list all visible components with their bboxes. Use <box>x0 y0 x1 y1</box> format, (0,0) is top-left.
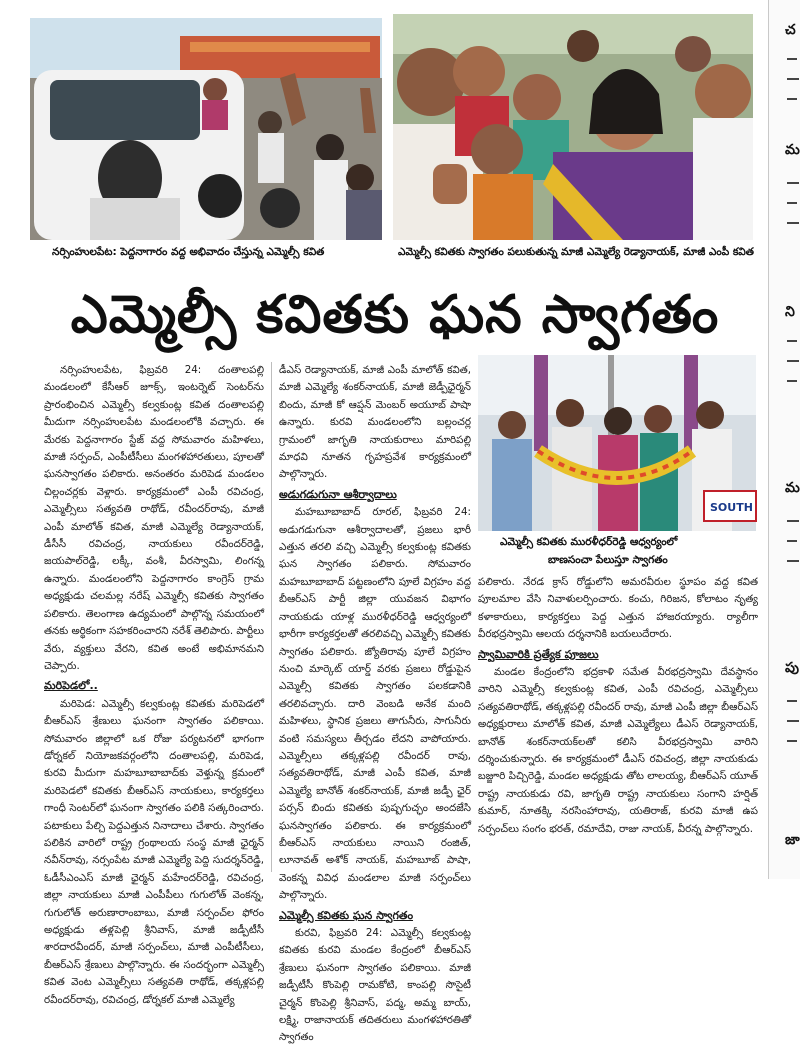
adjacent-heading-6: జా <box>785 832 800 848</box>
column-divider-1 <box>271 362 272 872</box>
photo-kavitha-welcomed-by-leaders <box>393 14 753 240</box>
photo-3-caption-line-2: బాణసంచా పేలుస్తూ స్వాగతం <box>548 554 668 566</box>
article-column-2 <box>279 362 471 1044</box>
adjacent-heading-5: పు <box>785 660 799 676</box>
col3-paragraph-2: మండల కేంద్రంలోని భద్రకాళి సమేత వీరభద్రస్వామి దేవస్థానం వారిని ఎమ్మెల్సీ కల్వకుంట్ల కవిత, ఎంపీ రవిచంద్ర, ఎమ్మెల్సీలు సత్యవతిరాథోడ్, తక్కళ్లపల్లి రవీందర్ రావు, మాజీ ఎంపీ జిల్లా బీఆర్ఎస్ అధ్యక్షురాలు మాలోత్ కవిత, మాజీ ఎమ్మెల్యేలు డీఎస్ రెడ్యానాయక్, బానోత్ శంకర్‌నాయక్‌లతో కలిసి వీరభద్రస్వామి వారిని దర్శించుకున్నారు. ఈ కార్యక్రమంలో డీఎస్ రవిచంద్ర, జిల్లా నాయకుడు బజ్జూరి పిచ్చిరెడ్డి, మండల అధ్యక్షుడు తోట లాలయ్య, బీఆర్ఎస్ యూత్ రాష్ట్ర నాయకుడు రవి, జాగృతి రాష్ట్ర నాయకులు సంగాని హర్షిత్ కుమార్, నూతక్కి నరసింహారావు, యతిరాజ్, కురవి మాజీ ఉప సర్పంచ్‌లు సంగం భరత్, రమాదేవి, రాజు నాయక్, వీరన్న పాల్గొన్నారు. <box>478 666 758 835</box>
col2-paragraph-2: మహబూబాబాద్ రూరల్, ఫిబ్రవరి 24: అడుగడుగునా ఆశీర్వాదాలతో, ప్రజలు భారీ ఎత్తున తరలి వచ్చి ఎమ్మెల్సీ కల్వకుంట్ల కవితకు ఘన స్వాగతం పలికారు. సోమవారం మహబూబాబాద్ పట్టణంలోని పూలే విగ్రహం వద్ద బీఆర్ఎస్ పార్టీ జిల్లా యువజన విభాగం నాయకుడు యాళ్ల మురళీధర్‌రెడ్డి ఆధ్వర్యంలో భారీగా కార్యకర్తలతో తరలివచ్చి ఎమ్మెల్సీ కవితకు స్వాగతం పలికారు. జ్యోతిరావు పూలే విగ్రహం నుంచి మార్కెట్ యార్డ్ వరకు ప్రజలు రోడ్డుపైన ఎమ్మెల్సీ కవితకు స్వాగతం పలకడానికి తరలివచ్చారు. దారి వెంబడి అనేక మంది మహిళలు, స్థానిక ప్రజలు తాగునీరు, సాగునీరు వంటి సమస్యలు తీర్చడం లేదని వాపోయారు. ఎమ్మెల్సీలు తక్కళ్లపల్లి రవీందర్ రావు, సత్యవతిరాథోడ్, మాజీ ఎంపీ కవిత, మాజీ ఎమ్మెల్యే బానోత్ శంకర్‌నాయక్, మాజీ జడ్పీ ఛైర్ పర్సన్ బిందు కవితకు పుష్పగుచ్ఛం అందజేసి ఘనస్వాగతం పలికారు. ఈ కార్యక్రమంలో బీఆర్ఎస్ నాయకులు నాయిని రంజిత్, లూనావత్ అశోక్ నాయక్, మహబూబ్ పాషా, వెంకన్న వివిధ మండలాల మాజీ సర్పంచ్‌లు పాల్గొన్నారు. <box>279 506 471 902</box>
col1-paragraph-2: మరిపెడ: ఎమ్మెల్సీ కల్వకుంట్ల కవితకు మరిపెడలో బీఆర్ఎస్ శ్రేణులు ఘనంగా స్వాగతం పలికాయి. సోమవారం జిల్లాలో ఒక రోజు పర్యటనలో భాగంగా డోర్నకల్ నియోజకవర్గంలోని దంతాలపల్లి, మరిపెడ, కురవి మీదుగా మహబూబాబాద్‌కు వెళ్తున్న క్రమంలో మరిపెడలో కవితకు బీఆర్ఎస్ నాయకులు, కార్యకర్తలు గాంధీ సెంటర్‌లో ఘనంగా స్వాగతం పలికి సత్కరించారు. పటాకులు పేల్చి పెద్దఎత్తున నినాదాలు చేశారు. స్వాగతం పలికిన వారిలో రాష్ట్ర గ్రంథాలయ సంస్థ మాజీ ఛైర్మన్ నవీన్‌రావు, నర్సంపేట మాజీ ఎమ్మెల్యే పెద్ది సుదర్శన్‌రెడ్డి, ఓడీసీఎంఎస్ మాజీ ఛైర్మన్ మహేందర్‌రెడ్డి, రవిచంద్ర, జిల్లా నాయకులు మాజీ ఎంపీపీలు గుగులోత్ వెంకన్న, గుగులోత్ అరుణారాంబాబు, మాజీ సర్పంచ్‌ల ఫోరం అధ్యక్షుడు తళ్లపెల్లి శ్రీనివాస్, మాజీ జడ్పీటీసీ శారదారవీందర్, మాజీ సర్పంచ్‌లు, మాజీ ఎంపీటీసీలు, బీఆర్ఎస్ శ్రేణులు పాల్గొన్నారు. ఈ సందర్భంగా ఎమ్మెల్సీ కవిత వెంట ఎమ్మెల్సీలు సత్యవతి రాథోడ్, తక్కళ్లపల్లి రవీందర్‌రావు, రవిచంద్ర, డోర్నకల్ మాజీ ఎమ్మెల్యే <box>44 697 264 1006</box>
adjacent-text-line <box>787 740 797 742</box>
adjacent-text-line <box>787 520 799 522</box>
adjacent-text-line <box>787 222 799 224</box>
photo-leaders-illustration <box>393 14 753 240</box>
photo-1-caption: నర్సింహులపేట: పెద్దనాగారం వద్ద అభివాదం చేస్తున్న ఎమ్మెల్సీ కవిత <box>52 246 325 258</box>
col2-paragraph-3: కురవి, ఫిబ్రవరి 24: ఎమ్మెల్సీ కల్వకుంట్ల కవితకు కురవి మండల కేంద్రంలో బీఆర్ఎస్ శ్రేణులు ఘనంగా స్వాగతం పలికాయి. మాజీ జడ్పీటీసీ కొంపెల్లి రామకోటి, కాంపల్లి సొసైటీ చైర్మన్ కొంపెల్లి శ్రీనివాస్, పద్మ, అమ్మ బాయ్, లక్ష్మి, రాజానాయక్ తదితరులు మంగళహారతితో స్వాగతం <box>279 927 471 1044</box>
col3-subheading: స్వామివారికి ప్రత్యేక పూజలు <box>478 647 599 661</box>
photo-crowd-illustration <box>30 18 382 240</box>
adjacent-text-line <box>787 182 799 184</box>
col3-paragraph-1: పలికారు. నేరడ క్రాస్ రోడ్డులోని అమరవీరుల స్థూపం వద్ద కవిత పూలమాల వేసి నివాళులర్పించారు. కంచు, గిరిజన, కోలాటం నృత్య కళాకారులు, కార్యకర్తలు పెద్ద ఎత్తున హాజరయ్యారు. ర్యాలీగా వీరభద్రస్వామి ఆలయ దర్శనానికి బయలుదేరారు. <box>478 576 758 641</box>
adjacent-text-line <box>787 720 799 722</box>
headline: ఎమ్మెల్సీ కవితకు ఘన స్వాగతం <box>70 285 720 345</box>
adjacent-article-strip <box>768 0 800 879</box>
adjacent-heading-1: చ <box>785 22 796 38</box>
adjacent-text-line <box>787 340 797 342</box>
adjacent-heading-3: ని <box>785 304 795 320</box>
photo-garland-illustration <box>478 355 756 531</box>
col2-subheading-1: అడుగడుగునా ఆశీర్వాదాలు <box>279 487 397 501</box>
adjacent-text-line <box>787 202 797 204</box>
adjacent-heading-4: మ <box>785 480 800 496</box>
photo-3-banner: SOUTH <box>710 501 753 514</box>
adjacent-text-line <box>787 380 797 382</box>
article-column-3 <box>478 574 758 879</box>
adjacent-text-line <box>787 560 799 562</box>
photo-3-caption-line-1: ఎమ్మెల్సీ కవితకు మురళీధర్‌రెడ్డి ఆధ్వర్యంలో <box>500 536 678 548</box>
col1-subheading: మరిపెడలో.. <box>44 679 98 693</box>
adjacent-heading-2: మ <box>785 142 800 158</box>
photo-garland-welcome <box>478 355 756 531</box>
col1-paragraph-1: నర్సింహులపేట, ఫిబ్రవరి 24: దంతాలపల్లి మండలంలో కేసీఆర్ జూక్స్, ఇంటర్నెట్ సెంటర్‌ను ప్రారంభించిన ఎమ్మెల్సీ కల్వకుంట్ల కవిత దంతాలపల్లి మీదుగా నర్సింహులపేట మండలంలోకి వచ్చారు. ఈ మేరకు పెద్దనాగారం స్టేజ్ వద్ద సోమవారం మహిళలు, మాజీ సర్పంచ్, ఎంపీటీసీలు మంగళహారతులు, పూలతో ఘనస్వాగతం పలికారు. అనంతరం మరిపెడ మండలం చిల్లంచర్లకు వెళ్లారు. కార్యక్రమంలో ఎంపీ రవిచంద్ర, ఎమ్మెల్సీలు సత్యవతి రాథోడ్, రవీందర్‌రావు, మాజీ ఎంపీ మాలోత్ కవిత, మాజీ ఎమ్మెల్యే రెడ్యానాయక్, డీసీసీ రవిచంద్ర, నాయకులు రవీందర్‌రెడ్డి, జయపాల్‌రెడ్డి, లక్కీ, వంశీ, వీరస్వామి, లింగన్న ఉన్నారు. మండలంలోని పెద్దనాగారం కాంగ్రెస్ గ్రామ అధ్యక్షుడు చలమల్ల నరేష్ ఎమ్మెల్సీ కవితకు స్వాగతం పలికారు. తెలంగాణ ఉద్యమంలో పాల్గొన్న సమయంలో తనకు అర్థికంగా సహకరించారని నరేశ్ తెలిపారు. పార్టీలు వేరు, వ్యక్తులు వేరని, కవిత అంటే అభిమానమని చెప్పారు. <box>44 364 264 672</box>
adjacent-text-line <box>787 540 797 542</box>
adjacent-text-line <box>787 700 797 702</box>
adjacent-text-line <box>787 98 797 100</box>
photo-2-caption: ఎమ్మెల్సీ కవితకు స్వాగతం పలుకుతున్న మాజీ ఎమ్మెల్యే రెడ్యానాయక్, మాజీ ఎంపీ కవిత <box>398 246 754 258</box>
article-column-1 <box>44 362 264 1006</box>
adjacent-text-line <box>787 360 799 362</box>
adjacent-text-line <box>787 78 799 80</box>
col2-subheading-2: ఎమ్మెల్సీ కవితకు ఘన స్వాగతం <box>279 908 414 922</box>
photo-kavitha-greeting-crowd <box>30 18 382 240</box>
col2-paragraph-1: డీఎస్ రెడ్యానాయక్, మాజీ ఎంపీ మాలోత్ కవిత, మాజీ ఎమ్మెల్యే శంకర్‌నాయక్, మాజీ జెడ్పీఛైర్మన్ బిందు, మాజీ కో ఆప్షన్ మెంబర్ అయూబ్ పాషా ఉన్నారు. కురవి మండలంలోని బల్లంచర్ల గ్రామంలో జాగృతి నాయకురాలు మారిపల్లి మాధవి నూతన గృహప్రవేశ కార్యక్రమంలో పాల్గొన్నారు. <box>279 364 471 481</box>
adjacent-text-line <box>787 58 797 60</box>
